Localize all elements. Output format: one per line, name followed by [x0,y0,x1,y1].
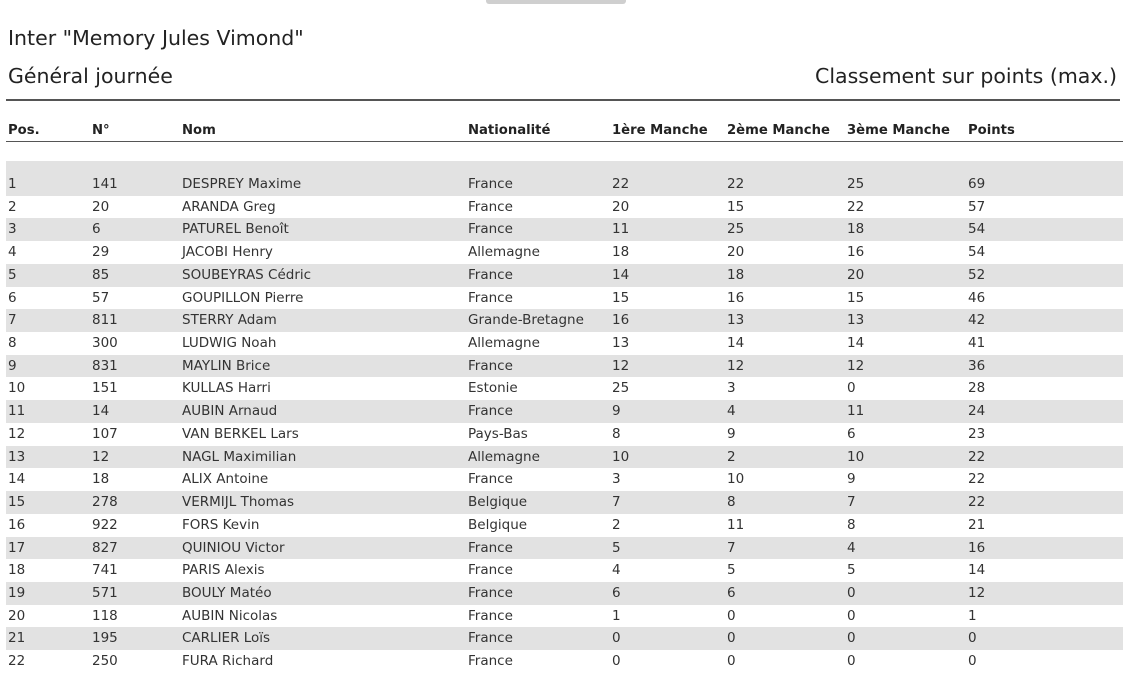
cell-name: FURA Richard [182,653,274,670]
cell-name: AUBIN Arnaud [182,403,278,420]
cell-bib-number: 57 [92,289,110,306]
table-row [6,332,1123,355]
cell-position: 16 [8,516,26,533]
table-row [6,196,1123,219]
cell-round-1: 25 [612,380,630,397]
cell-round-2: 3 [727,380,736,397]
cell-round-1: 7 [612,494,621,511]
cell-points: 22 [968,494,986,511]
cell-bib-number: 20 [92,198,110,215]
cell-round-1: 20 [612,198,630,215]
cell-round-2: 25 [727,221,745,238]
cell-round-3: 7 [847,494,856,511]
cell-bib-number: 831 [92,357,118,374]
cell-round-1: 5 [612,539,621,556]
cell-nationality: France [468,607,513,624]
cell-round-3: 25 [847,176,865,192]
cell-points: 52 [968,266,986,283]
cell-name: STERRY Adam [182,312,277,329]
cell-position: 15 [8,494,26,511]
cell-position: 14 [8,471,26,488]
cell-nationality: Allemagne [468,335,540,352]
cell-position: 19 [8,584,26,601]
cell-bib-number: 571 [92,584,118,601]
cell-round-1: 2 [612,516,621,533]
cell-name: PATUREL Benoît [182,221,289,238]
cell-points: 41 [968,335,986,352]
table-row [6,218,1123,241]
cell-position: 20 [8,607,26,624]
cell-round-1: 22 [612,176,630,192]
table-row [6,264,1123,287]
cell-points: 42 [968,312,986,329]
cell-round-2: 7 [727,539,736,556]
table-row [6,514,1123,537]
header-gap-band [6,161,1123,173]
cell-name: BOULY Matéo [182,584,272,601]
cell-points: 36 [968,357,986,374]
cell-name: NAGL Maximilian [182,448,297,465]
cell-round-2: 2 [727,448,736,465]
cell-round-2: 6 [727,584,736,601]
cell-bib-number: 811 [92,312,118,329]
cell-name: DESPREY Maxime [182,176,302,192]
cell-name: MAYLIN Brice [182,357,271,374]
cell-name: GOUPILLON Pierre [182,289,304,306]
cell-points: 21 [968,516,986,533]
cell-nationality: France [468,653,513,670]
cell-nationality: Estonie [468,380,518,397]
cell-nationality: France [468,403,513,420]
cell-points: 28 [968,380,986,397]
cell-name: CARLIER Loïs [182,630,271,647]
header-name: Nom [182,123,216,138]
cell-name: JACOBI Henry [182,244,273,261]
cell-name: QUINIOU Victor [182,539,285,556]
cell-round-1: 9 [612,403,621,420]
header-nationality: Nationalité [468,123,551,138]
cell-position: 13 [8,448,26,465]
cell-bib-number: 195 [92,630,118,647]
cell-nationality: Allemagne [468,244,540,261]
cell-position: 10 [8,380,26,397]
table-row [6,605,1123,628]
cell-name: SOUBEYRAS Cédric [182,266,312,283]
title-divider [6,99,1120,101]
cell-round-1: 3 [612,471,621,488]
cell-nationality: Pays-Bas [468,425,528,442]
header-round-2: 2ème Manche [727,123,830,138]
cell-round-3: 15 [847,289,865,306]
cell-points: 12 [968,584,986,601]
cell-points: 57 [968,198,986,215]
table-row [6,423,1123,446]
cell-points: 0 [968,653,977,670]
table-row [6,468,1123,491]
cell-position: 7 [8,312,17,329]
cell-round-3: 8 [847,516,856,533]
cell-bib-number: 29 [92,244,110,261]
table-row [6,491,1123,514]
cell-round-2: 12 [727,357,745,374]
cell-points: 69 [968,176,986,192]
cell-round-2: 14 [727,335,745,352]
cell-bib-number: 922 [92,516,118,533]
cell-round-3: 11 [847,403,865,420]
cell-round-3: 0 [847,607,856,624]
cell-position: 9 [8,357,17,374]
cell-round-2: 10 [727,471,745,488]
cell-bib-number: 12 [92,448,110,465]
cell-round-3: 10 [847,448,865,465]
table-header-row [6,121,1123,141]
cell-nationality: France [468,471,513,488]
cell-points: 23 [968,425,986,442]
cell-nationality: France [468,198,513,215]
cell-round-1: 13 [612,335,630,352]
header-round-1: 1ère Manche [612,123,708,138]
cell-round-1: 14 [612,266,630,283]
header-divider [6,141,1123,142]
cell-position: 12 [8,425,26,442]
table-row [6,537,1123,560]
cell-round-2: 0 [727,630,736,647]
header-position: Pos. [8,123,40,138]
event-title: Inter "Memory Jules Vimond" [8,26,304,50]
cell-round-2: 11 [727,516,745,533]
cell-round-1: 6 [612,584,621,601]
cell-round-2: 15 [727,198,745,215]
cell-position: 1 [8,176,17,192]
cell-name: PARIS Alexis [182,562,265,579]
cell-nationality: Belgique [468,516,528,533]
ranking-scope-label: Général journée [8,64,173,88]
cell-round-2: 0 [727,607,736,624]
table-row [6,627,1123,650]
cell-nationality: France [468,562,513,579]
cell-round-3: 13 [847,312,865,329]
cell-round-2: 9 [727,425,736,442]
cell-bib-number: 18 [92,471,110,488]
header-points: Points [968,123,1015,138]
table-row [6,650,1123,673]
cell-bib-number: 6 [92,221,101,238]
cell-position: 3 [8,221,17,238]
cell-bib-number: 118 [92,607,118,624]
cell-name: AUBIN Nicolas [182,607,278,624]
cell-round-3: 16 [847,244,865,261]
table-row [6,582,1123,605]
cell-name: ALIX Antoine [182,471,269,488]
cell-round-3: 4 [847,539,856,556]
cell-nationality: France [468,266,513,283]
table-row [6,377,1123,400]
cell-round-3: 6 [847,425,856,442]
cell-nationality: France [468,289,513,306]
cell-nationality: France [468,221,513,238]
cell-round-1: 0 [612,630,621,647]
table-row [6,287,1123,310]
cell-round-3: 0 [847,584,856,601]
cell-round-3: 9 [847,471,856,488]
cell-position: 11 [8,403,26,420]
cell-points: 46 [968,289,986,306]
cell-round-3: 0 [847,630,856,647]
cell-round-2: 0 [727,653,736,670]
header-round-3: 3ème Manche [847,123,950,138]
cell-name: ARANDA Greg [182,198,276,215]
results-table [6,121,1123,673]
cell-round-1: 15 [612,289,630,306]
cell-position: 22 [8,653,26,670]
cell-round-3: 0 [847,653,856,670]
cell-round-1: 16 [612,312,630,329]
table-body [6,173,1123,673]
cell-bib-number: 741 [92,562,118,579]
table-row [6,400,1123,423]
cell-nationality: France [468,176,513,192]
cell-round-3: 18 [847,221,865,238]
cell-position: 18 [8,562,26,579]
cell-position: 17 [8,539,26,556]
cell-bib-number: 278 [92,494,118,511]
cell-nationality: France [468,630,513,647]
cell-round-3: 12 [847,357,865,374]
cell-round-3: 0 [847,380,856,397]
cell-round-2: 22 [727,176,745,192]
cell-points: 0 [968,630,977,647]
cell-name: LUDWIG Noah [182,335,277,352]
cell-position: 6 [8,289,17,306]
cell-bib-number: 300 [92,335,118,352]
cell-bib-number: 827 [92,539,118,556]
cell-name: VAN BERKEL Lars [182,425,299,442]
cell-position: 8 [8,335,17,352]
cell-round-1: 4 [612,562,621,579]
cell-round-1: 10 [612,448,630,465]
cell-round-3: 14 [847,335,865,352]
cell-nationality: France [468,539,513,556]
cell-points: 1 [968,607,977,624]
cell-round-1: 8 [612,425,621,442]
cell-nationality: Belgique [468,494,528,511]
cell-bib-number: 85 [92,266,110,283]
cell-round-2: 18 [727,266,745,283]
cell-round-2: 5 [727,562,736,579]
cropped-header-fragment [486,0,626,4]
cell-points: 16 [968,539,986,556]
cell-round-1: 18 [612,244,630,261]
cell-nationality: France [468,584,513,601]
cell-points: 24 [968,403,986,420]
cell-nationality: Allemagne [468,448,540,465]
cell-name: KULLAS Harri [182,380,271,397]
cell-round-3: 5 [847,562,856,579]
table-row [6,173,1123,196]
cell-round-2: 13 [727,312,745,329]
cell-points: 22 [968,471,986,488]
cell-bib-number: 250 [92,653,118,670]
cell-round-1: 11 [612,221,630,238]
cell-round-1: 0 [612,653,621,670]
table-row [6,309,1123,332]
cell-points: 54 [968,221,986,238]
cell-round-1: 1 [612,607,621,624]
cell-points: 14 [968,562,986,579]
ranking-type-label: Classement sur points (max.) [815,64,1117,88]
cell-bib-number: 14 [92,403,110,420]
table-row [6,241,1123,264]
table-row [6,446,1123,469]
cell-bib-number: 141 [92,176,118,192]
cell-bib-number: 151 [92,380,118,397]
cell-nationality: Grande-Bretagne [468,312,584,329]
cell-position: 2 [8,198,17,215]
cell-round-3: 20 [847,266,865,283]
table-row [6,355,1123,378]
cell-round-2: 8 [727,494,736,511]
cell-position: 5 [8,266,17,283]
cell-position: 21 [8,630,26,647]
cell-bib-number: 107 [92,425,118,442]
cell-points: 54 [968,244,986,261]
cell-name: VERMIJL Thomas [182,494,295,511]
cell-round-3: 22 [847,198,865,215]
cell-round-2: 4 [727,403,736,420]
header-bib-number: N° [92,123,110,138]
cell-name: FORS Kevin [182,516,260,533]
cell-position: 4 [8,244,17,261]
table-row [6,559,1123,582]
cell-round-2: 20 [727,244,745,261]
cell-nationality: France [468,357,513,374]
cell-round-1: 12 [612,357,630,374]
cell-round-2: 16 [727,289,745,306]
cell-points: 22 [968,448,986,465]
